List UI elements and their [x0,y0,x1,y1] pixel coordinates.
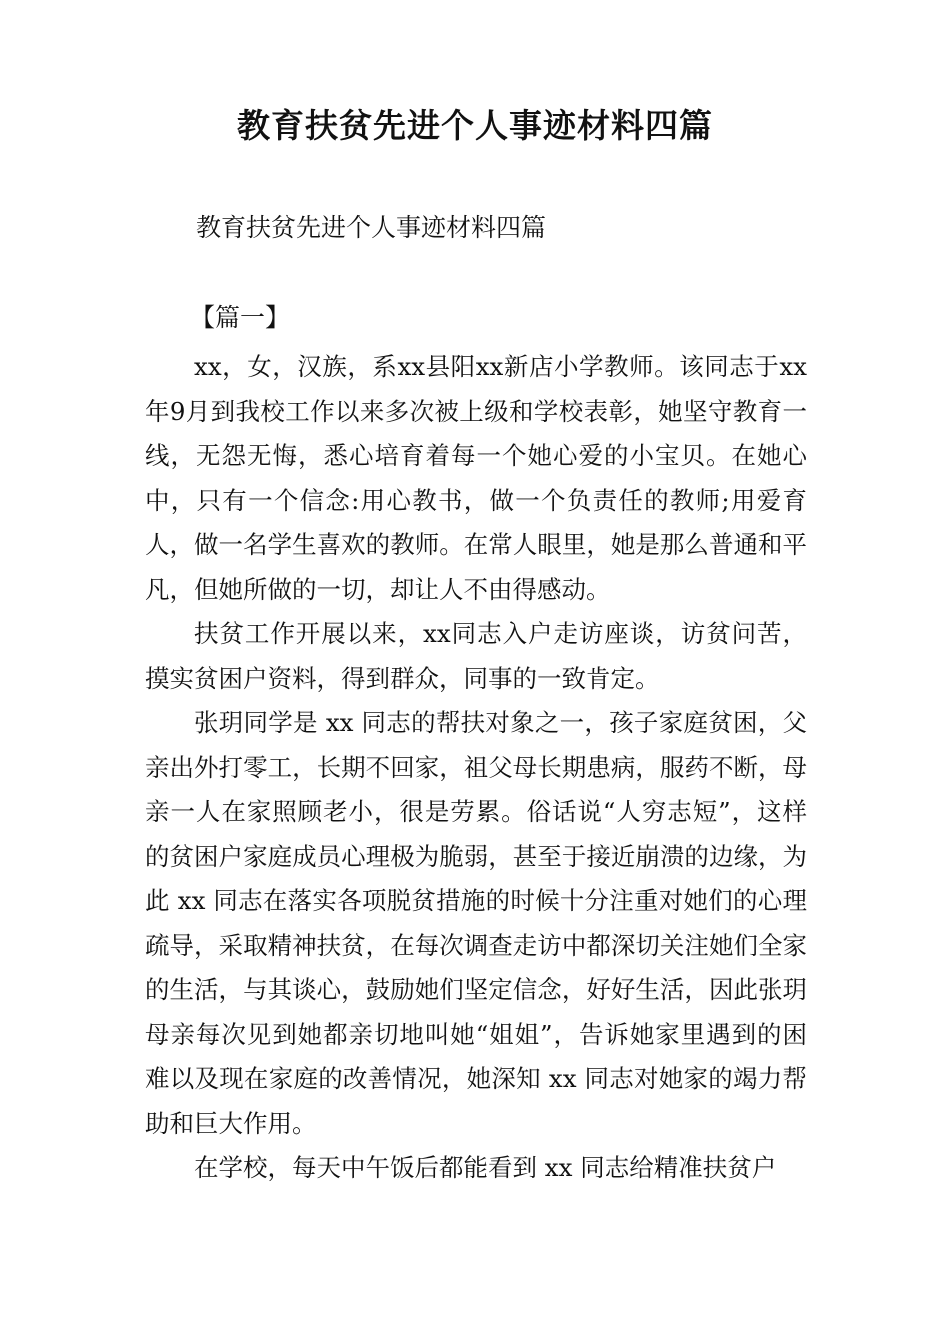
document-title: 教育扶贫先进个人事迹材料四篇 [237,106,713,145]
paragraph-3: 张玥同学是 xx 同志的帮扶对象之一，孩子家庭贫困，父亲出外打零工，长期不回家，祖父母长期患病，服药不断，母亲一人在家照顾老小，很是劳累。俗话说“人穷志短”，这样的贫困户家庭成员心理极为脆弱，甚至于接近崩溃的边缘，为此 xx 同志在落实各项脱贫措施的时候十分注重对她们的心理疏导，采取精神扶贫，在每次调查走访中都深切关注她们全家的生活，与其谈心，鼓励她们坚定信念，好好生活，因此张玥母亲每次见到她都亲切地叫她“姐姐”，告诉她家里遇到的困难以及现在家庭的改善情况，她深知 xx 同志对她家的竭力帮助和巨大作用。 [145,708,807,1138]
document-subtitle: 教育扶贫先进个人事迹材料四篇 [196,213,547,242]
section-heading: 【篇一】 [190,303,291,332]
body-text [145,345,807,1191]
paragraph-1: xx，女，汉族，系xx县阳xx新店小学教师。该同志于xx年9月到我校工作以来多次被上级和学校表彰，她坚守教育一线，无怨无悔，悉心培育着每一个她心爱的小宝贝。在她心中，只有一个信念:用心教书，做一个负责任的教师;用爱育人，做一名学生喜欢的教师。在常人眼里，她是那么普通和平凡，但她所做的一切，却让人不由得感动。 [145,352,807,604]
paragraph-2: 扶贫工作开展以来，xx同志入户走访座谈，访贫问苦，摸实贫困户资料，得到群众，同事的一致肯定。 [145,619,807,693]
paragraph-4: 在学校，每天中午饭后都能看到 xx 同志给精准扶贫户 [194,1153,777,1182]
